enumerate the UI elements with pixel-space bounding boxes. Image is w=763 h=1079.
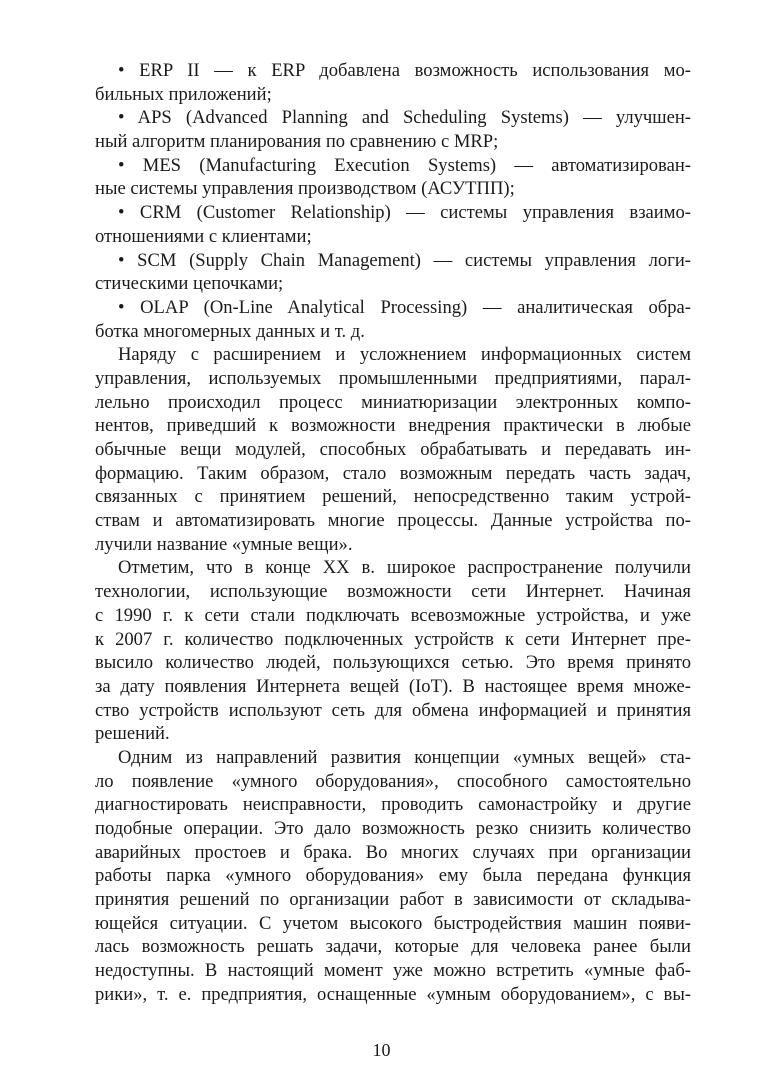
text-line: ство устройств используют сеть для обмена информацией и принятия (95, 699, 691, 721)
page-number: 10 (372, 1040, 391, 1060)
text-line: аварийных простоев и брака. Во многих случаях при организации (95, 841, 691, 863)
paragraph (95, 106, 691, 153)
text-line: ствам и автоматизировать многие процессы. Данные устройства по- (95, 510, 691, 532)
text-line: к 2007 г. количество подключенных устройств к сети Интернет пре- (95, 628, 691, 650)
page-body (95, 59, 691, 1007)
text-line: ботка многомерных данных и т. д. (95, 320, 365, 342)
text-line: рики», т. е. предприятия, оснащенные «умным оборудованием», с вы- (95, 983, 691, 1005)
text-line: принятия решений по организации работ в зависимости от складыва- (95, 889, 691, 911)
paragraph (95, 154, 691, 201)
text-line: ло появление «умного оборудования», способного самостоятельно (95, 770, 691, 792)
text-line: Наряду с расширением и усложнением информационных систем (118, 344, 691, 366)
text-line: Отметим, что в конце XX в. широкое распространение получили (118, 557, 691, 579)
text-line: диагностировать неисправности, проводить самонастройку и другие (95, 794, 691, 816)
paragraph (95, 249, 691, 296)
text-line: работы парка «умного оборудования» ему была передана функция (95, 865, 691, 887)
text-line: связанных с принятием решений, непосредственно таким устрой- (95, 486, 691, 508)
text-line: подобные операции. Это дало возможность резко снизить количество (95, 818, 691, 839)
text-line: с 1990 г. к сети стали подключать всевозможные устройства, и уже (95, 604, 691, 626)
text-line: недоступны. В настоящий момент уже можно встретить «умные фаб- (95, 960, 691, 982)
paragraph (95, 343, 691, 556)
text-line: технологии, использующие возможности сети Интернет. Начиная (95, 581, 691, 603)
text-line: управления, используемых промышленными предприятиями, парал- (95, 367, 691, 389)
text-line: • MES (Manufacturing Execution Systems) — автоматизирован- (118, 154, 691, 176)
paragraph (95, 746, 691, 1007)
text-line: за дату появления Интернета вещей (IoT). В настоящее время множе- (95, 675, 691, 697)
text-line: бильных приложений; (95, 83, 272, 105)
text-line: лучили название «умные вещи». (95, 533, 353, 555)
text-line: • CRM (Customer Relationship) — системы управления взаимо- (118, 202, 691, 224)
text-line: стическими цепочками; (95, 273, 284, 295)
text-line: ные системы управления производством (АСУТПП); (95, 178, 515, 200)
text-line: высило количество людей, пользующихся сетью. Это время принято (95, 652, 691, 674)
paragraph (95, 59, 691, 106)
text-line: лельно происходил процесс миниатюризации электронных компо- (95, 391, 691, 413)
paragraph (95, 201, 691, 248)
text-line: ный алгоритм планирования по сравнению с MRP; (95, 131, 499, 153)
paragraph (95, 296, 691, 343)
text-line: решений. (95, 723, 170, 745)
text-line: • APS (Advanced Planning and Scheduling Systems) — улучшен- (118, 107, 691, 129)
text-line: формацию. Таким образом, стало возможным передать часть задач, (95, 462, 691, 484)
text-line: • SCM (Supply Chain Management) — системы управления логи- (118, 249, 691, 271)
paragraph (95, 556, 691, 746)
text-line: • OLAP (On-Line Analytical Processing) — аналитическая обра- (118, 296, 691, 318)
text-line: отношениями с клиентами; (95, 225, 312, 247)
text-line: нентов, приведший к возможности внедрения практически в любые (95, 415, 691, 437)
text-line: ющейся ситуации. С учетом высокого быстродействия машин появи- (95, 912, 691, 934)
text-line: обычные вещи модулей, способных обрабатывать и передавать ин- (95, 439, 691, 460)
text-line: • ERP II — к ERP добавлена возможность использования мо- (118, 60, 691, 81)
text-line: лась возможность решать задачи, которые для человека ранее были (95, 936, 691, 958)
text-line: Одним из направлений развития концепции «умных вещей» ста- (118, 746, 691, 768)
